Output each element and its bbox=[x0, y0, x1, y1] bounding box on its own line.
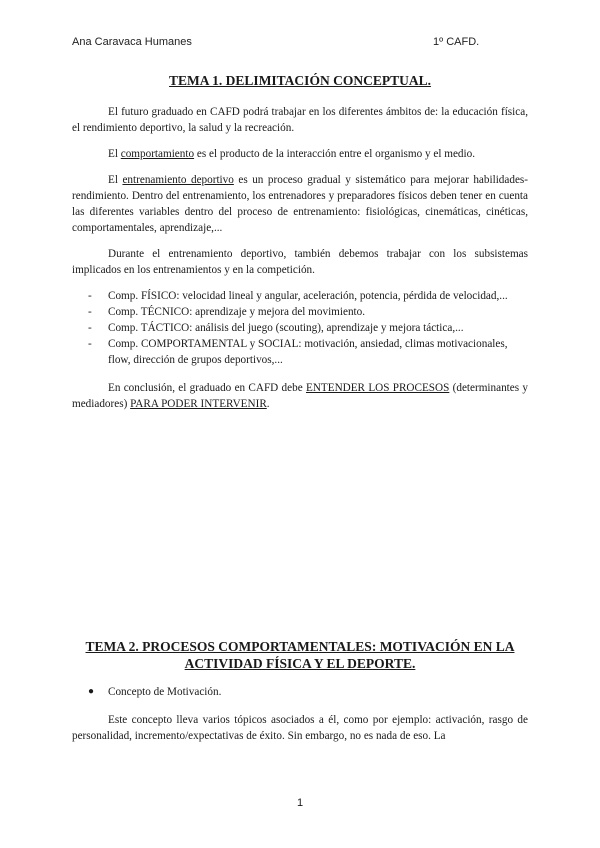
tema2-title: TEMA 2. PROCESOS COMPORTAMENTALES: MOTIVACIÓN EN LA ACTIVIDAD FÍSICA Y EL DEPORTE. bbox=[85, 639, 515, 671]
tema1-title: TEMA 1. DELIMITACIÓN CONCEPTUAL. bbox=[169, 73, 431, 88]
tema1-paragraph-1: El futuro graduado en CAFD podrá trabajar en los diferentes ámbitos de: la educación física, el rendimiento deportivo, la salud y la recreación. bbox=[72, 106, 528, 134]
header-course: 1º CAFD. bbox=[433, 36, 480, 48]
page-header bbox=[72, 36, 528, 50]
tema1-conclusion bbox=[72, 380, 528, 412]
dash-marker: - bbox=[88, 290, 92, 302]
text-run: es el producto de la interacción entre el organismo y el medio. bbox=[194, 148, 476, 160]
components-list bbox=[72, 288, 528, 368]
list-item bbox=[72, 304, 528, 320]
tema1-paragraph-2 bbox=[72, 146, 528, 162]
text-run: El bbox=[108, 148, 121, 160]
emphasis-entender-procesos: ENTENDER LOS PROCESOS bbox=[305, 382, 450, 394]
tema1-paragraph-4: Durante el entrenamiento deportivo, también debemos trabajar con los subsistemas implicados en los entrenamientos y en la competición. bbox=[72, 248, 528, 276]
text-run: En conclusión, el graduado en CAFD debe bbox=[108, 382, 306, 394]
list-item bbox=[72, 320, 528, 336]
term-comportamiento: comportamiento bbox=[120, 148, 195, 160]
dash-marker: - bbox=[88, 322, 92, 334]
list-item bbox=[72, 336, 528, 368]
page-content bbox=[72, 72, 528, 744]
bullet-text: Concepto de Motivación. bbox=[108, 686, 222, 698]
header-author: Ana Caravaca Humanes bbox=[72, 36, 192, 48]
text-run: (determinantes y mediadores) bbox=[72, 382, 528, 410]
tema1-paragraph-3 bbox=[72, 172, 528, 236]
tema2-paragraph-1: Este concepto lleva varios tópicos asociados a él, como por ejemplo: activación, rasgo de personalidad, incremento/expectativas de éxito. Sin embargo, no es nada de eso. La bbox=[72, 714, 528, 742]
term-entrenamiento-deportivo: entrenamiento deportivo bbox=[122, 174, 234, 186]
text-run: El bbox=[108, 174, 123, 186]
emphasis-poder-intervenir: PARA PODER INTERVENIR bbox=[130, 398, 267, 410]
bullet-concepto-motivacion bbox=[72, 684, 528, 700]
page-number: 1 bbox=[296, 797, 304, 809]
text-run: es un proceso gradual y sistemático para mejorar habilidades-rendimiento. Dentro del entrenamiento, los entrenadores y preparadores físicos deben tener en cuenta las diferentes variables dentro del proceso de entrenamiento: fisiológicas, cinemáticas, cinéticas, comportamentales, aprendizaje,... bbox=[72, 174, 528, 234]
list-item-text: Comp. TÉCNICO: aprendizaje y mejora del movimiento. bbox=[108, 306, 366, 318]
bullet-icon: ● bbox=[88, 686, 95, 697]
list-item bbox=[72, 288, 528, 304]
text-run: . bbox=[266, 398, 270, 410]
dash-marker: - bbox=[88, 338, 92, 350]
dash-marker: - bbox=[88, 306, 92, 318]
list-item-text: Comp. COMPORTAMENTAL y SOCIAL: motivación, ansiedad, climas motivacionales, flow, dirección de grupos deportivos,... bbox=[108, 338, 508, 366]
list-item-text: Comp. FÍSICO: velocidad lineal y angular, aceleración, potencia, pérdida de velocidad,... bbox=[108, 290, 508, 302]
list-item-text: Comp. TÁCTICO: análisis del juego (scouting), aprendizaje y mejora táctica,... bbox=[108, 322, 464, 334]
